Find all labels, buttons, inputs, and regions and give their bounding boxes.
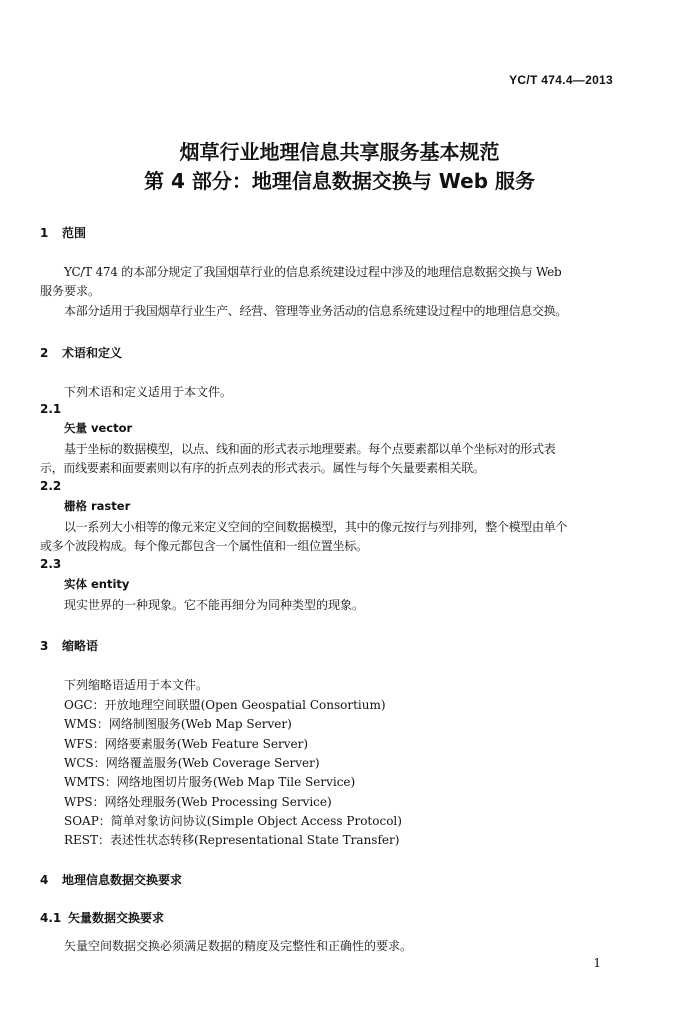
vector-exchange-requirement: 矢量空间数据交换必须满足数据的精度及完整性和正确性的要求。 <box>64 939 413 953</box>
section-title: 术语和定义 <box>62 346 123 360</box>
section-4-heading <box>40 871 182 888</box>
term-2-2-name: 栅格 raster <box>64 499 131 513</box>
term-2-1-definition-line2: 示，而线要素和面要素则以有序的折点列表的形式表示。属性与每个矢量要素相关联。 <box>40 461 485 475</box>
term-2-1-number: 2.1 <box>40 402 62 416</box>
section-2-heading <box>40 344 122 361</box>
section-number: 1 <box>40 226 49 240</box>
scope-paragraph-2: 本部分适用于我国烟草行业生产、经营、管理等业务活动的信息系统建设过程中的地理信息交换。 <box>64 304 568 318</box>
section-number: 2 <box>40 346 49 360</box>
abbreviation-item: WMTS：网络地图切片服务(Web Map Tile Service) <box>64 775 356 789</box>
document-title-line1: 烟草行业地理信息共享服务基本规范 <box>179 140 500 164</box>
scope-paragraph-1-line1: YC/T 474 的本部分规定了我国烟草行业的信息系统建设过程中涉及的地理信息数据交换与 Web <box>64 265 562 279</box>
term-2-2-definition-line2: 或多个波段构成。每个像元都包含一个属性值和一组位置坐标。 <box>40 539 368 553</box>
abbreviation-item: OGC：开放地理空间联盟(Open Geospatial Consortium) <box>64 698 386 712</box>
scope-paragraph-1-line2: 服务要求。 <box>40 284 101 298</box>
abbreviation-item: WFS：网络要素服务(Web Feature Server) <box>64 737 309 751</box>
term-2-3-definition: 现实世界的一种现象。它不能再细分为同种类型的现象。 <box>64 598 365 612</box>
section-4-1-heading <box>40 909 164 926</box>
section-1-heading <box>40 224 86 241</box>
section-3-heading <box>40 637 98 654</box>
section-number: 3 <box>40 639 49 653</box>
term-2-1-name: 矢量 vector <box>64 421 133 435</box>
term-2-3-name: 实体 entity <box>64 577 130 591</box>
page-number: 1 <box>593 956 601 970</box>
section-number: 4 <box>40 873 49 887</box>
abbreviation-item: SOAP：简单对象访问协议(Simple Object Access Protocol) <box>64 814 402 828</box>
abbreviation-item: WCS：网络覆盖服务(Web Coverage Server) <box>64 756 320 770</box>
abbreviation-item: REST：表述性状态转移(Representational State Transfer) <box>64 833 400 847</box>
term-2-2-number: 2.2 <box>40 479 62 493</box>
section-title: 缩略语 <box>62 639 99 653</box>
term-2-2-definition-line1: 以一系列大小相等的像元来定义空间的空间数据模型，其中的像元按行与列排列，整个模型由单个 <box>64 520 568 534</box>
subsection-number: 4.1 <box>40 911 62 925</box>
document-number: YC/T 474.4—2013 <box>509 73 613 87</box>
section-title: 地理信息数据交换要求 <box>62 873 183 887</box>
section-title: 范围 <box>62 226 87 240</box>
terms-intro: 下列术语和定义适用于本文件。 <box>64 385 233 399</box>
document-title-line2: 第 4 部分：地理信息数据交换与 Web 服务 <box>144 169 535 193</box>
abbreviation-item: WPS：网络处理服务(Web Processing Service) <box>64 795 332 809</box>
abbreviation-item: WMS：网络制图服务(Web Map Server) <box>64 717 292 731</box>
abbreviations-intro: 下列缩略语适用于本文件。 <box>64 678 209 692</box>
term-2-1-definition-line1: 基于坐标的数据模型，以点、线和面的形式表示地理要素。每个点要素都以单个坐标对的形式表 <box>64 442 556 456</box>
term-2-3-number: 2.3 <box>40 557 62 571</box>
subsection-title: 矢量数据交换要求 <box>68 911 165 925</box>
